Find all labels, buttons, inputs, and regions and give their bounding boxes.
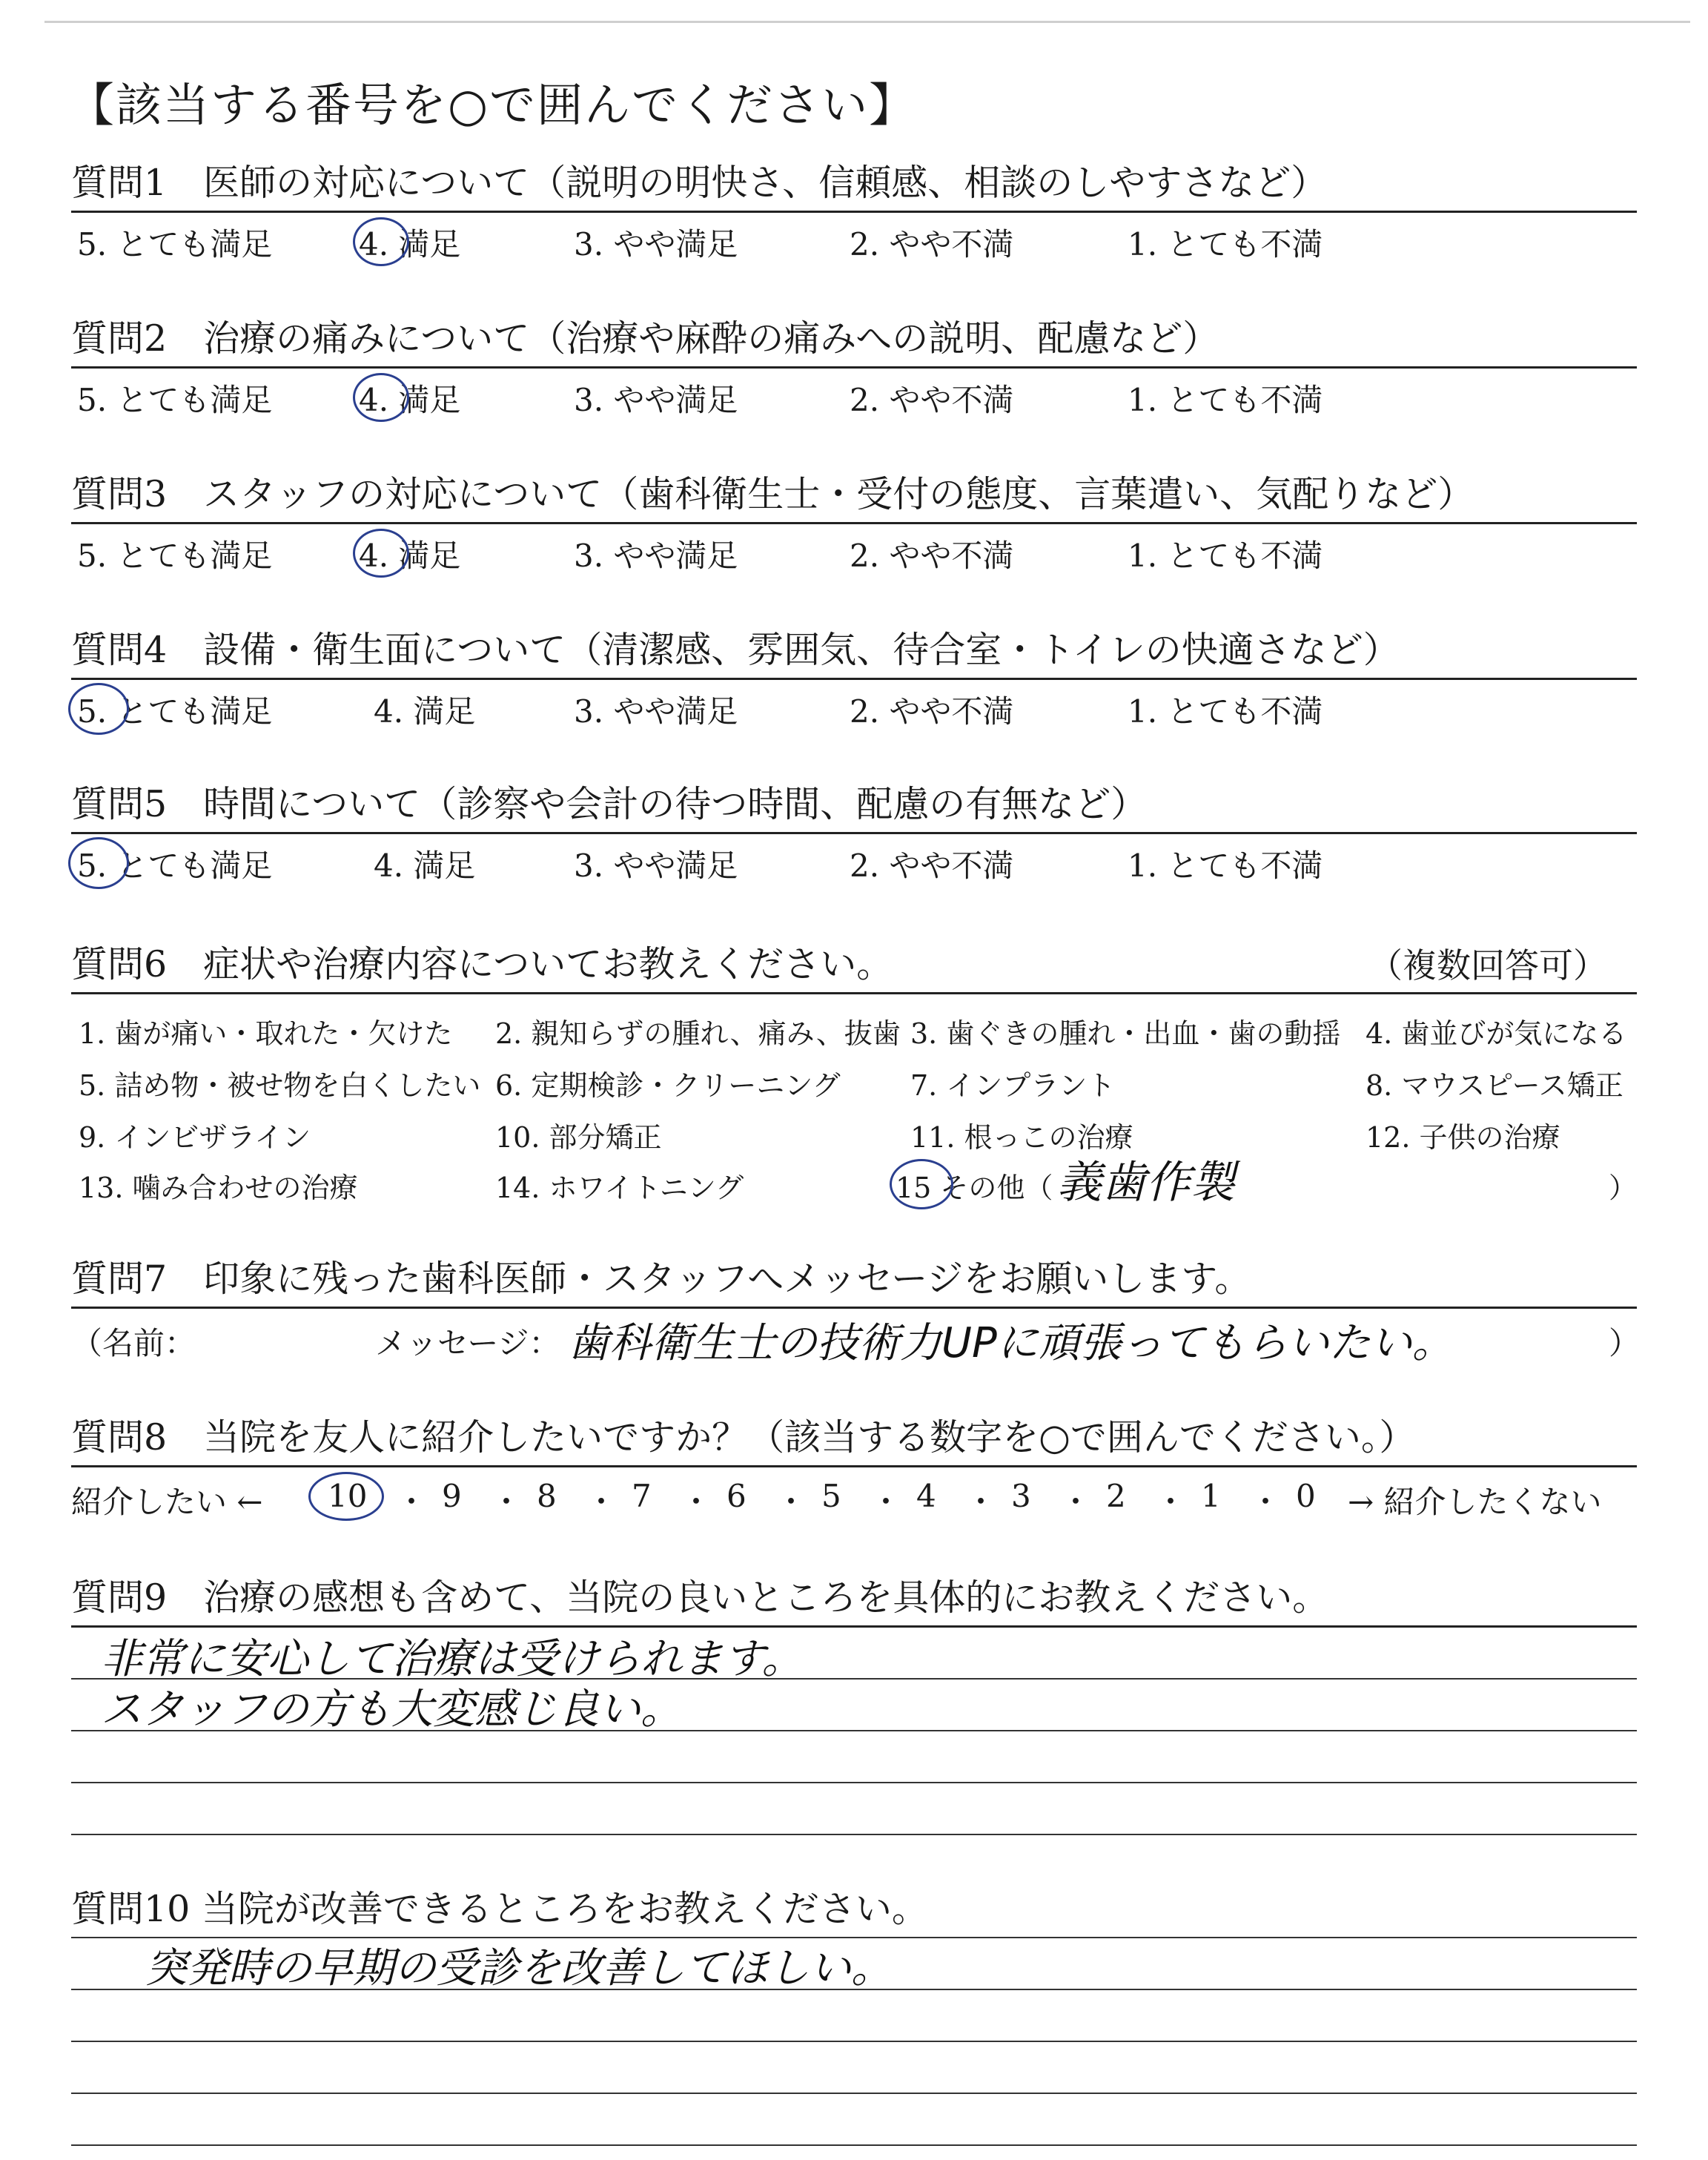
selection-circle xyxy=(308,1472,384,1521)
answer-line xyxy=(71,1782,1637,1783)
q3-option-1[interactable]: 1. とても不満 xyxy=(1128,538,1323,574)
q2-option-2[interactable]: 2. やや不満 xyxy=(850,382,1014,418)
question-2-options xyxy=(71,369,1637,420)
q8-score-1[interactable]: 1 xyxy=(1201,1478,1221,1514)
q1-option-2[interactable]: 2. やや不満 xyxy=(850,226,1014,262)
answer-line xyxy=(71,2144,1637,2146)
q4-option-2[interactable]: 2. やや不満 xyxy=(850,693,1014,730)
dot-separator: ・ xyxy=(1250,1484,1282,1520)
page-title: 【該当する番号を○で囲んでください】 xyxy=(68,78,917,132)
q10-answer-line-1: 突発時の早期の受診を改善してほしい。 xyxy=(145,1944,893,1992)
question-7 xyxy=(71,1250,1641,1375)
selection-circle xyxy=(353,529,409,578)
q6-option-1[interactable]: 1. 歯が痛い・取れた・欠けた xyxy=(79,1017,453,1050)
question-10 xyxy=(71,1880,1637,2149)
dot-separator: ・ xyxy=(775,1484,807,1520)
question-1-title: 質問1 医師の対応について（説明の明快さ、信頼感、相談のしやすさなど） xyxy=(71,162,1328,204)
question-6-title: 質問6 症状や治療内容についてお教えください。 xyxy=(71,943,893,985)
q7-message-label: メッセージ： xyxy=(375,1325,560,1361)
selection-circle xyxy=(353,217,409,266)
q6-option-7[interactable]: 7. インプラント xyxy=(910,1069,1116,1102)
question-3-title: 質問3 スタッフの対応について（歯科衛生士・受付の態度、言葉遣い、気配りなど） xyxy=(71,473,1474,515)
question-7-answer xyxy=(71,1309,1641,1375)
dot-separator: ・ xyxy=(1060,1484,1092,1520)
dot-separator: ・ xyxy=(586,1484,618,1520)
q5-option-2[interactable]: 2. やや不満 xyxy=(850,848,1014,884)
q8-score-2[interactable]: 2 xyxy=(1106,1478,1126,1514)
q3-option-2[interactable]: 2. やや不満 xyxy=(850,538,1014,574)
q8-score-6[interactable]: 6 xyxy=(726,1478,747,1514)
q6-option-4[interactable]: 4. 歯並びが気になる xyxy=(1366,1017,1627,1050)
answer-line xyxy=(71,2093,1637,2094)
question-8-title: 質問8 当院を友人に紹介したいですか？（該当する数字を○で囲んでください。） xyxy=(71,1416,1416,1459)
page-top-rule xyxy=(44,21,1690,23)
question-7-header xyxy=(71,1250,1637,1309)
q6-option-11[interactable]: 11. 根っこの治療 xyxy=(910,1121,1133,1154)
question-3-options xyxy=(71,524,1637,576)
dot-separator: ・ xyxy=(1155,1484,1187,1520)
question-4-header xyxy=(71,621,1637,680)
question-1 xyxy=(71,154,1637,265)
question-6 xyxy=(71,936,1637,1209)
q7-message-handwritten: 歯科衛生士の技術力UPに頑張ってもらいたい。 xyxy=(568,1319,1454,1367)
q9-answer-line-1: 非常に安心して治療は受けられます。 xyxy=(101,1635,804,1683)
question-4 xyxy=(71,621,1637,732)
question-9-answer-area xyxy=(71,1628,1637,1838)
q6-option-9[interactable]: 9. インビザライン xyxy=(79,1121,311,1154)
dot-separator: ・ xyxy=(396,1484,428,1520)
selection-circle xyxy=(68,837,129,889)
question-2-header xyxy=(71,310,1637,369)
q7-name-label: （名前： xyxy=(71,1325,196,1361)
answer-line xyxy=(71,1834,1637,1835)
question-8-scale xyxy=(71,1467,1637,1527)
q8-score-7[interactable]: 7 xyxy=(632,1478,652,1514)
question-2-title: 質問2 治療の痛みについて（治療や麻酔の痛みへの説明、配慮など） xyxy=(71,317,1219,360)
question-7-title: 質問7 印象に残った歯科医師・スタッフへメッセージをお願いします。 xyxy=(71,1258,1251,1300)
q8-score-8[interactable]: 8 xyxy=(537,1478,557,1514)
q1-option-1[interactable]: 1. とても不満 xyxy=(1128,226,1323,262)
dot-separator: ・ xyxy=(681,1484,712,1520)
q6-option-12[interactable]: 12. 子供の治療 xyxy=(1366,1121,1560,1154)
q6-option-15[interactable]: 15 その他（ xyxy=(896,1172,1053,1204)
question-4-title: 質問4 設備・衛生面について（清潔感、雰囲気、待合室・トイレの快適さなど） xyxy=(71,629,1400,671)
dot-separator: ・ xyxy=(965,1484,997,1520)
question-5 xyxy=(71,776,1637,886)
q2-option-5[interactable]: 5. とても満足 xyxy=(77,382,273,418)
q1-option-3[interactable]: 3. やや満足 xyxy=(574,226,738,262)
q8-score-10[interactable]: 10 xyxy=(328,1478,368,1514)
q4-option-4[interactable]: 4. 満足 xyxy=(374,693,476,730)
question-6-note: （複数回答可） xyxy=(1368,945,1607,985)
question-1-header xyxy=(71,154,1637,213)
question-3 xyxy=(71,466,1637,576)
question-2 xyxy=(71,310,1637,420)
q5-option-4[interactable]: 4. 満足 xyxy=(374,848,476,884)
selection-circle xyxy=(353,373,409,422)
q6-option-14[interactable]: 14. ホワイトニング xyxy=(495,1172,744,1204)
answer-line xyxy=(71,2041,1637,2042)
question-5-header xyxy=(71,776,1637,834)
q4-option-1[interactable]: 1. とても不満 xyxy=(1128,693,1323,730)
question-9 xyxy=(71,1569,1637,1838)
question-10-title: 質問10 当院が改善できるところをお教えください。 xyxy=(71,1888,928,1930)
question-9-title: 質問9 治療の感想も含めて、当院の良いところを具体的にお教えください。 xyxy=(71,1576,1329,1619)
q6-other-close-paren: ） xyxy=(1609,1172,1638,1204)
dot-separator: ・ xyxy=(491,1484,523,1520)
q4-option-3[interactable]: 3. やや満足 xyxy=(574,693,738,730)
question-5-title: 質問5 時間について（診察や会計の待つ時間、配慮の有無など） xyxy=(71,783,1148,825)
question-8-header xyxy=(71,1409,1637,1467)
q8-score-9[interactable]: 9 xyxy=(442,1478,462,1514)
q6-option-10[interactable]: 10. 部分矯正 xyxy=(495,1121,662,1154)
q8-score-4[interactable]: 4 xyxy=(916,1478,936,1514)
q6-option-3[interactable]: 3. 歯ぐきの腫れ・出血・歯の動揺 xyxy=(910,1017,1341,1050)
question-6-header xyxy=(71,936,1637,994)
q8-right-label: → 紹介したくない xyxy=(1348,1484,1602,1520)
q8-score-3[interactable]: 3 xyxy=(1011,1478,1031,1514)
q3-option-4[interactable]: 4. 満足 xyxy=(359,538,461,574)
dot-separator: ・ xyxy=(870,1484,902,1520)
q6-option-2[interactable]: 2. 親知らずの腫れ、痛み、抜歯 xyxy=(495,1017,901,1050)
q3-option-3[interactable]: 3. やや満足 xyxy=(574,538,738,574)
q3-option-5[interactable]: 5. とても満足 xyxy=(77,538,273,574)
question-8 xyxy=(71,1409,1637,1527)
selection-circle xyxy=(68,683,129,735)
q2-option-1[interactable]: 1. とても不満 xyxy=(1128,382,1323,418)
question-9-header xyxy=(71,1569,1637,1628)
q1-option-4[interactable]: 4. 満足 xyxy=(359,226,461,262)
q8-score-5[interactable]: 5 xyxy=(821,1478,841,1514)
q5-option-1[interactable]: 1. とても不満 xyxy=(1128,848,1323,884)
q4-option-5[interactable]: 5. とても満足 xyxy=(77,693,273,730)
q6-option-6[interactable]: 6. 定期検診・クリーニング xyxy=(495,1069,841,1102)
q9-answer-line-2: スタッフの方も大変感じ良い。 xyxy=(101,1685,682,1734)
question-5-options xyxy=(71,834,1637,886)
q1-option-5[interactable]: 5. とても満足 xyxy=(77,226,273,262)
q2-option-4[interactable]: 4. 満足 xyxy=(359,382,461,418)
selection-circle xyxy=(890,1159,953,1209)
q5-option-5[interactable]: 5. とても満足 xyxy=(77,848,273,884)
q6-option-13[interactable]: 13. 噛み合わせの治療 xyxy=(79,1172,358,1204)
q6-other-handwritten: 義歯作製 xyxy=(1057,1157,1235,1209)
question-1-options xyxy=(71,213,1637,265)
question-6-options xyxy=(71,994,1637,1209)
q5-option-3[interactable]: 3. やや満足 xyxy=(574,848,738,884)
question-10-header xyxy=(71,1880,1637,1938)
q8-score-0[interactable]: 0 xyxy=(1296,1478,1316,1514)
q2-option-3[interactable]: 3. やや満足 xyxy=(574,382,738,418)
q8-left-label: 紹介したい ← xyxy=(71,1484,263,1520)
question-3-header xyxy=(71,466,1637,524)
q7-close-paren: ） xyxy=(1609,1325,1641,1361)
q6-option-5[interactable]: 5. 詰め物・被せ物を白くしたい xyxy=(79,1069,481,1102)
question-4-options xyxy=(71,680,1637,732)
q6-option-8[interactable]: 8. マウスピース矯正 xyxy=(1366,1069,1623,1102)
question-10-answer-area xyxy=(71,1938,1637,2149)
